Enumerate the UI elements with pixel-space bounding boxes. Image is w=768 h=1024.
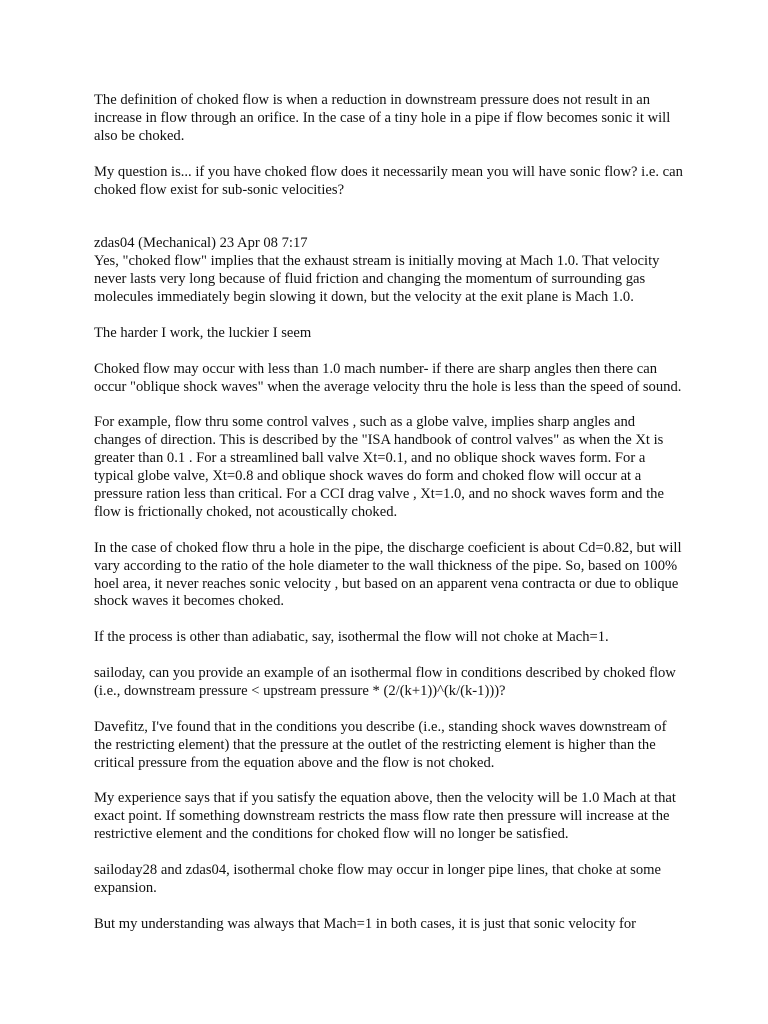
paragraph-control-valves: For example, flow thru some control valves , such as a globe valve, implies sharp angles and changes of direction. This is described by the "ISA handbook of control valves" as when the Xt is greater than 0.1 . For a streamlined ball valve Xt=0.1, and no oblique shock waves form. For a typical globe valve, Xt=0.8 and oblique shock waves do form and choked flow will occur at a pressure ration less than critical. For a CCI drag valve , Xt=1.0, and no shock waves form and the flow is frictionally choked, not acoustically choked. [94,414,664,520]
paragraph-longer-pipelines: sailoday28 and zdas04, isothermal choke flow may occur in longer pipe lines, that choke at some expansion. [94,862,661,896]
paragraph-isothermal: If the process is other than adiabatic, say, isothermal the flow will not choke at Mach=1. [94,629,609,646]
paragraph-davefitz-reply: Davefitz, I've found that in the conditions you describe (i.e., standing shock waves downstream of the restricting element) that the pressure at the outlet of the restricting element is higher than the critical pressure from the equation above and the flow is not choked. [94,718,667,771]
paragraph-choked-flow-definition: The definition of choked flow is when a reduction in downstream pressure does not result in an increase in flow through an orifice. In the case of a tiny hole in a pipe if flow becomes sonic it will also be choked. [94,92,671,144]
paragraph-question: My question is... if you have choked flow does it necessarily mean you will have sonic flow? i.e. can choked flow exist for sub-sonic velocities? [94,163,683,198]
paragraph-signature: The harder I work, the luckier I seem [94,324,312,341]
paragraph-experience: My experience says that if you satisfy the equation above, then the velocity will be 1.0 Mach at that exact point. If something downstream restricts the mass flow rate then pressure will increase at the restrictive element and the conditions for choked flow will no longer be satisfied. [94,790,676,843]
paragraph-hole-in-pipe: In the case of choked flow thru a hole in the pipe, the discharge coeficient is about Cd=0.82, but will vary according to the ratio of the hole diameter to the wall thickness of the pipe. So, based on 100% hoel area, it never reaches sonic velocity , but based on an apparent vena contracta or due to oblique shock waves it becomes choked. [94,539,682,610]
paragraph-sailoday-question: sailoday, can you provide an example of an isothermal flow in conditions described by choked flow (i.e., downstream pressure < upstream pressure * (2/(k+1))^(k/(k-1)))? [94,665,676,699]
paragraph-mach-understanding: But my understanding was always that Mach=1 in both cases, it is just that sonic velocity for [94,915,637,932]
paragraph-zdas04-reply: zdas04 (Mechanical) 23 Apr 08 7:17 Yes, "choked flow" implies that the exhaust stream is initially moving at Mach 1.0. That velocity never lasts very long because of fluid friction and changing the momentum of surrounding gas molecules immediately begin slowing it down, but the velocity at the exit plane is Mach 1.0. [94,235,660,306]
paragraph-oblique-shock: Choked flow may occur with less than 1.0 mach number- if there are sharp angles then there can occur "oblique shock waves" when the average velocity thru the hole is less than the speed of sound. [94,360,682,395]
document-body [94,92,684,952]
